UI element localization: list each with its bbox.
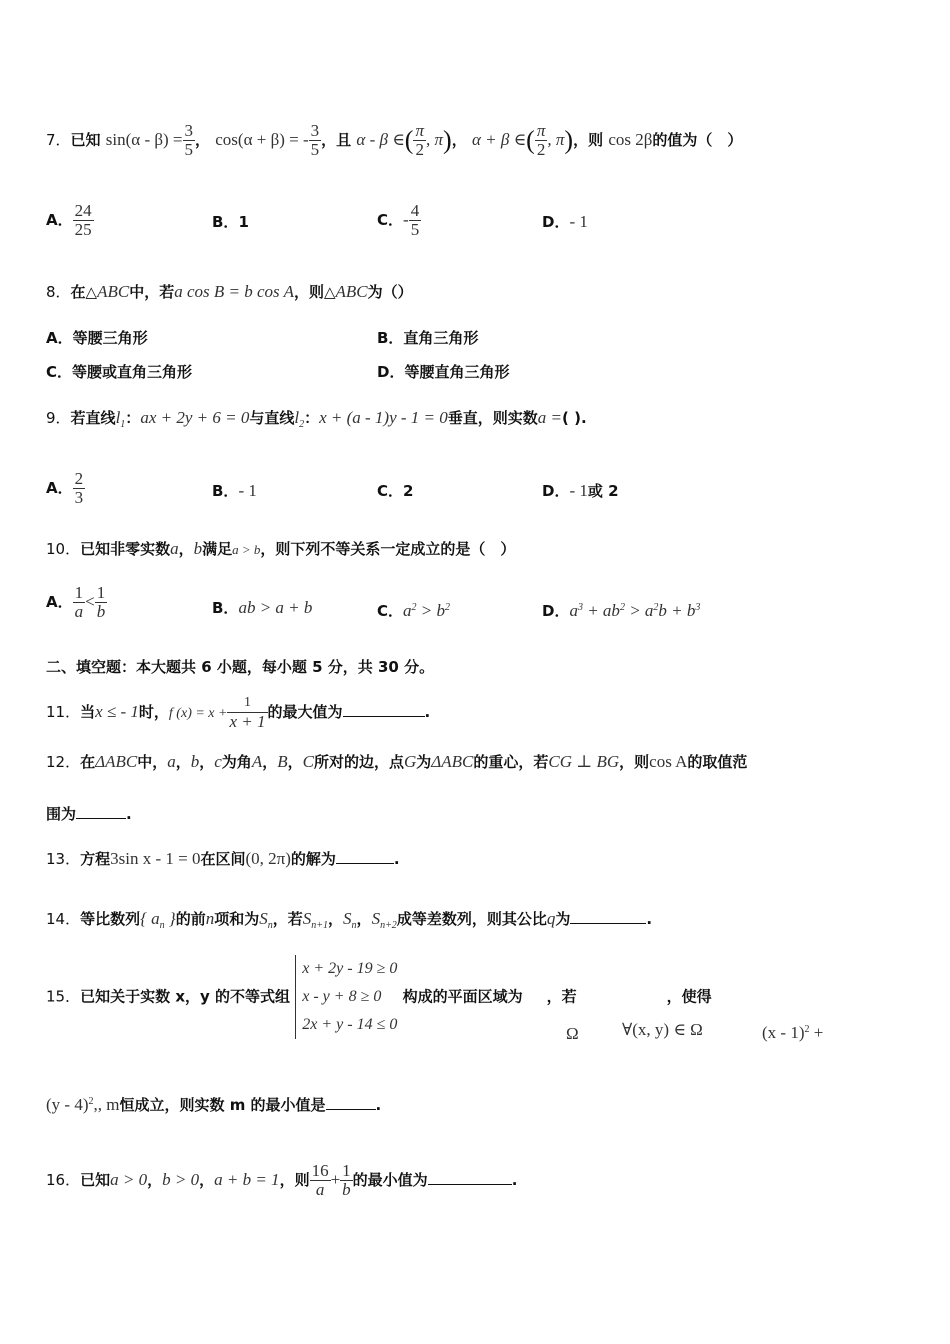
question-number: 7． [46, 131, 71, 149]
answer-blank[interactable] [343, 702, 425, 717]
section-heading: 二、填空题：本大题共 6 小题，每小题 5 分，共 30 分。 [46, 658, 435, 676]
question-11: 11．当x ≤ - 1时，f (x) = x + $\frac{1}{x + 1}$ 的最大值为 . [46, 695, 431, 731]
question-15-line2: (y - 4)$^2$,, m恒成立，则实数 m 的最小值是 . [46, 1095, 382, 1114]
question-7: 7．已知 sin(α - β) = $\frac{3}{5}$ ， cos(α + β) = - $\frac{3}{5}$ ，且 α - β ∈( $\frac{\pi}{2}$ , π)， α + β ∈( $\frac{\pi}{2}$ , π)，则 cos 2β的值为（ ） [46, 121, 743, 159]
option-d[interactable]: D．$a^3 + ab^2 > a^2b + b^3$ [542, 601, 701, 620]
question-10: 10．已知非零实数a，b满足a > b，则下列不等关系一定成立的是（ ） [46, 539, 516, 558]
option-c[interactable]: C．2 [377, 482, 414, 500]
option-c[interactable]: C．等腰或直角三角形 [46, 363, 193, 381]
inequality-system: x + 2y - 19 ≥ 0 x - y + 8 ≥ 0 2x + y - 14 ≤ 0 [295, 955, 397, 1039]
question-16: 16．已知a > 0，b > 0，a + b = 1，则 $\frac{16}{a}$ + $\frac{1}{b}$ 的最小值为 . [46, 1161, 518, 1199]
option-d[interactable]: D．- 1 [542, 212, 588, 231]
option-b[interactable]: B．直角三角形 [377, 329, 479, 347]
answer-blank[interactable] [570, 909, 646, 924]
question-12-line2: 围为 . [46, 805, 132, 823]
answer-blank[interactable] [428, 1170, 512, 1185]
question-12: 12．在ΔABC中，a，b，c为角A，B，C所对的边，点G为ΔABC的重心，若CG ⊥ BG，则cos A的取值范 [46, 752, 748, 771]
question-9: 9．若直线$l_1$：ax + 2y + 6 = 0与直线$l_2$：x + (a - 1)y - 1 = 0垂直，则实数a =( ). [46, 408, 587, 430]
question-15: 15．已知关于实数 x，y 的不等式组 x + 2y - 19 ≥ 0 x - y + 8 ≥ 0 2x + y - 14 ≤ 0 构成的平面区域为 ，若 ，使得 [46, 955, 712, 1039]
answer-blank[interactable] [336, 849, 394, 864]
option-d[interactable]: D．等腰直角三角形 [377, 363, 510, 381]
question-14: 14．等比数列{ $a_n$ }的前n项和为$S_n$，若$S_{n+1}$，$S_n$，$S_{n+2}$成等差数列，则其公比q为 . [46, 909, 653, 931]
option-a[interactable]: A． $\frac{1}{a}$ < $\frac{1}{b}$ [46, 583, 106, 621]
option-b[interactable]: B．1 [212, 213, 249, 231]
option-a[interactable]: A．等腰三角形 [46, 329, 148, 347]
option-d[interactable]: D．- 1或 2 [542, 481, 619, 500]
question-13: 13．方程3sin x - 1 = 0在区间(0, 2π)的解为 . [46, 849, 400, 868]
option-b[interactable]: B．ab > a + b [212, 598, 313, 617]
question-8: 8．在△ABC中，若a cos B = b cos A，则△ABC为（） [46, 282, 413, 301]
option-c[interactable]: C．$a^2 > b^2$ [377, 601, 450, 620]
option-a[interactable]: A． $\frac{2}{3}$ [46, 469, 84, 507]
answer-blank[interactable] [326, 1095, 376, 1110]
option-a[interactable]: A． $\frac{24}{25}$ [46, 201, 92, 239]
option-b[interactable]: B．- 1 [212, 481, 257, 500]
answer-blank[interactable] [76, 804, 126, 819]
option-c[interactable]: C．- $\frac{4}{5}$ [377, 201, 420, 239]
